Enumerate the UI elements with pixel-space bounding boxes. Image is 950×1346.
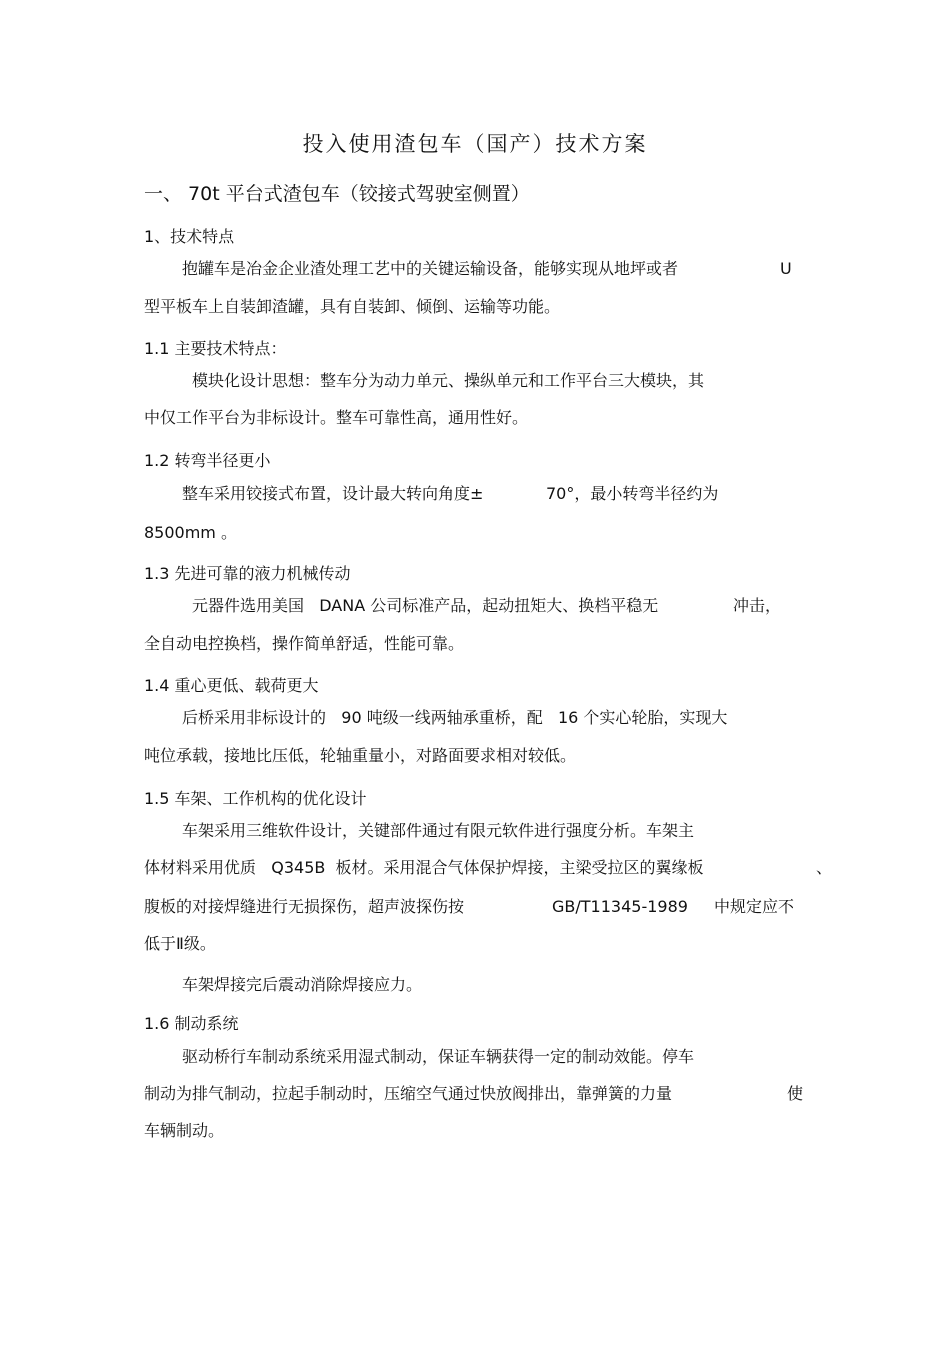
- paragraph-line: 制动为排气制动，拉起手制动时，压缩空气通过快放阀排出，靠弹簧的力量: [144, 1084, 673, 1103]
- paragraph-line: 8500mm 。: [144, 523, 237, 542]
- subheading-1-2: 1.2 转弯半径更小: [144, 451, 271, 470]
- paragraph-line: 模块化设计思想：整车分为动力单元、操纵单元和工作平台三大模块，其: [192, 371, 705, 390]
- document-title: 投入使用渣包车（国产）技术方案: [302, 132, 648, 156]
- subheading-1-1: 1.1 主要技术特点：: [144, 339, 287, 358]
- paragraph-line: 驱动桥行车制动系统采用湿式制动，保证车辆获得一定的制动效能。停车: [182, 1047, 695, 1066]
- section-heading: 一、 70t 平台式渣包车（铰接式驾驶室侧置）: [144, 183, 530, 205]
- paragraph-fragment: GB/T11345-1989: [552, 897, 688, 916]
- paragraph-line: 抱罐车是冶金企业渣处理工艺中的关键运输设备，能够实现从地坪或者: [182, 259, 679, 278]
- paragraph-line: 腹板的对接焊缝进行无损探伤，超声波探伤按: [144, 897, 465, 916]
- subheading-1-4: 1.4 重心更低、载荷更大: [144, 676, 319, 695]
- paragraph-line: 低于Ⅱ级。: [144, 934, 216, 953]
- subheading-1-5: 1.5 车架、工作机构的优化设计: [144, 789, 367, 808]
- paragraph-line: 型平板车上自装卸渣罐，具有自装卸、倾倒、运输等功能。: [144, 297, 561, 316]
- paragraph-line: 车辆制动。: [144, 1121, 225, 1140]
- subheading-tech: 1、技术特点: [144, 227, 235, 246]
- paragraph-fragment: 、: [816, 858, 833, 877]
- paragraph-fragment: U: [780, 259, 792, 278]
- paragraph-line: 全自动电控换档，操作简单舒适，性能可靠。: [144, 634, 465, 653]
- paragraph-line: 车架焊接完后震动消除焊接应力。: [182, 975, 423, 994]
- paragraph-fragment: 70°，最小转弯半径约为: [546, 484, 719, 503]
- paragraph-line: 吨位承载，接地比压低，轮轴重量小，对路面要求相对较低。: [144, 746, 577, 765]
- paragraph-line: 体材料采用优质 Q345B 板材。采用混合气体保护焊接，主梁受拉区的翼缘板: [144, 858, 704, 877]
- paragraph-line: 元器件选用美国 DANA 公司标准产品，起动扭矩大、换档平稳无: [192, 596, 659, 615]
- paragraph-fragment: 冲击，: [733, 596, 782, 615]
- paragraph-fragment: 使: [787, 1084, 804, 1103]
- paragraph-line: 中仅工作平台为非标设计。整车可靠性高，通用性好。: [144, 408, 529, 427]
- paragraph-line: 整车采用铰接式布置，设计最大转向角度±: [182, 484, 484, 503]
- paragraph-line: 车架采用三维软件设计，关键部件通过有限元软件进行强度分析。车架主: [182, 821, 695, 840]
- subheading-1-6: 1.6 制动系统: [144, 1014, 239, 1033]
- paragraph-line: 后桥采用非标设计的 90 吨级一线两轴承重桥，配 16 个实心轮胎，实现大: [182, 708, 728, 727]
- subheading-1-3: 1.3 先进可靠的液力机械传动: [144, 564, 351, 583]
- paragraph-fragment: 中规定应不: [714, 897, 795, 916]
